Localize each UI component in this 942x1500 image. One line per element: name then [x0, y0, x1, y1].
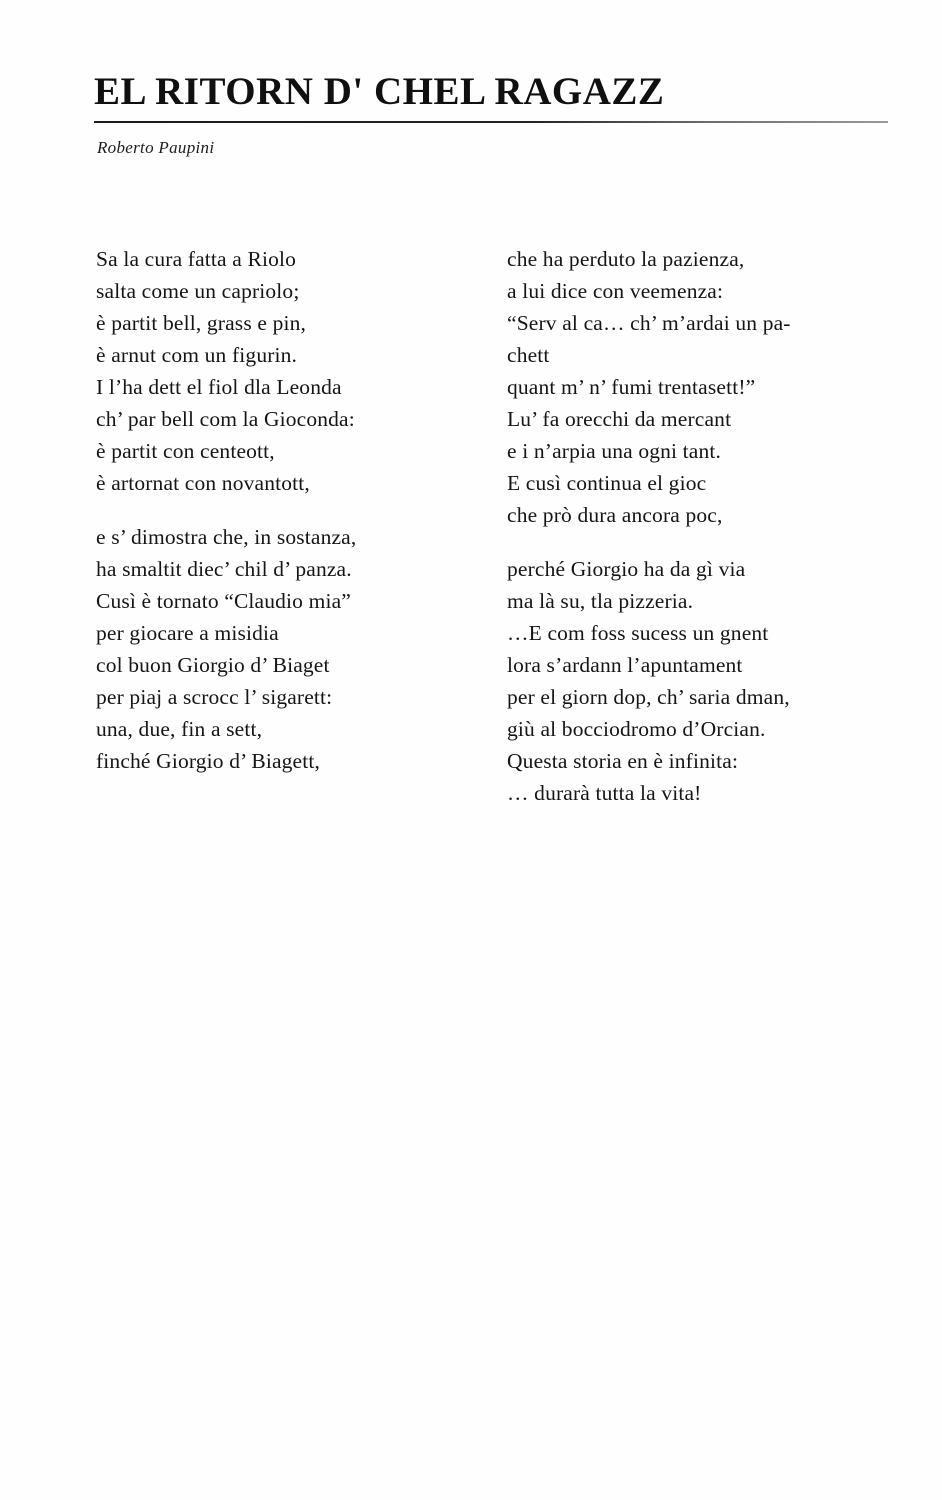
- verse-line: che ha perduto la pazienza,: [507, 247, 745, 271]
- poem-column-left: [96, 243, 486, 799]
- verse-line: a lui dice con veemenza:: [507, 279, 724, 303]
- verse-line: per piaj a scrocc l’ sigarett:: [96, 685, 333, 709]
- verse-line: perché Giorgio ha da gì via: [507, 557, 746, 581]
- verse-line: ha smaltit diec’ chil d’ panza.: [96, 557, 352, 581]
- verse-line: è partit con centeott,: [96, 439, 275, 463]
- verse-line: una, due, fin a sett,: [96, 717, 263, 741]
- verse-line: ch’ par bell com la Gioconda:: [96, 407, 355, 431]
- verse-line: … durarà tutta la vita!: [507, 781, 702, 805]
- verse-line: E cusì continua el gioc: [507, 471, 707, 495]
- verse-line: e i n’arpia una ogni tant.: [507, 439, 722, 463]
- verse-line: e s’ dimostra che, in sostanza,: [96, 525, 357, 549]
- verse-line: è partit bell, grass e pin,: [96, 311, 307, 335]
- stanza: [507, 243, 907, 531]
- verse-line: salta come un capriolo;: [96, 279, 300, 303]
- verse-line: lora s’ardann l’apuntament: [507, 653, 743, 677]
- verse-line: è arnut com un figurin.: [96, 343, 298, 367]
- verse-line: Cusì è tornato “Claudio mia”: [96, 589, 351, 613]
- verse-line: …E com foss sucess un gnent: [507, 621, 769, 645]
- title-divider-rule: [94, 121, 888, 123]
- title-block: [94, 70, 888, 157]
- verse-line: Lu’ fa orecchi da mercant: [507, 407, 732, 431]
- verse-line: che prò dura ancora poc,: [507, 503, 723, 527]
- verse-line: è artornat con novantott,: [96, 471, 310, 495]
- verse-line: giù al bocciodromo d’Orcian.: [507, 717, 766, 741]
- author-byline: Roberto Paupini: [97, 138, 215, 157]
- poem-column-right: [507, 243, 907, 831]
- verse-line: per el giorn dop, ch’ saria dman,: [507, 685, 790, 709]
- verse-line: per giocare a misidia: [96, 621, 279, 645]
- stanza: [507, 553, 907, 809]
- verse-line: quant m’ n’ fumi trentasett!”: [507, 375, 756, 399]
- verse-line: finché Giorgio d’ Biagett,: [96, 749, 321, 773]
- verse-line: “Serv al ca… ch’ m’ardai un pa-: [507, 311, 791, 335]
- verse-line: Questa storia en è infinita:: [507, 749, 739, 773]
- stanza: [96, 521, 486, 777]
- verse-line: Sa la cura fatta a Riolo: [96, 247, 297, 271]
- page-title: EL RITORN D' CHEL RAGAZZ: [94, 70, 665, 113]
- verse-line: col buon Giorgio d’ Biaget: [96, 653, 330, 677]
- verse-line: chett: [507, 343, 550, 367]
- stanza: [96, 243, 486, 499]
- verse-line: I l’ha dett el fiol dla Leonda: [96, 375, 342, 399]
- verse-line: ma là su, tla pizzeria.: [507, 589, 694, 613]
